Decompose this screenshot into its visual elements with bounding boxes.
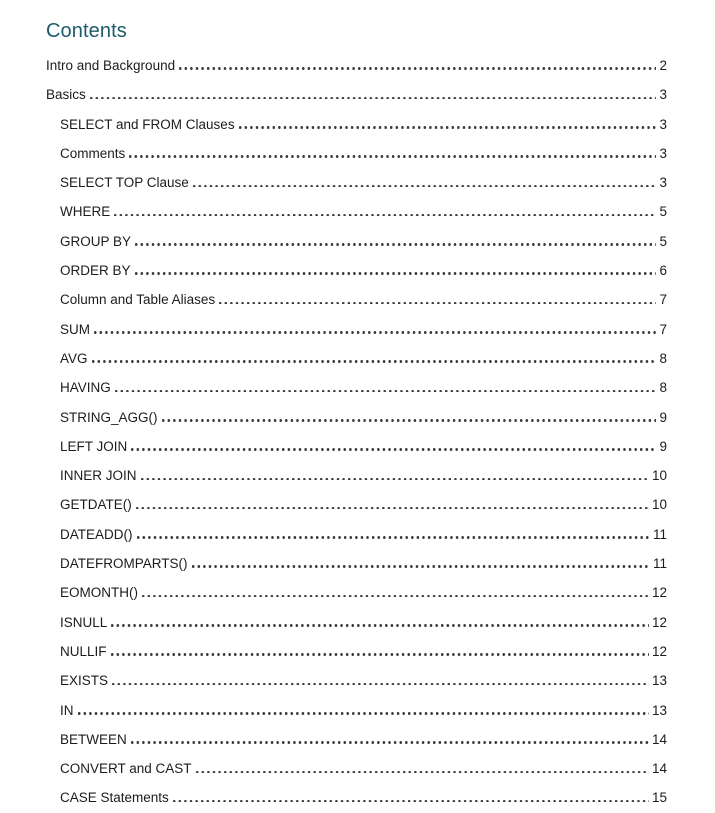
toc-dot-leader xyxy=(115,390,657,393)
toc-entry[interactable] xyxy=(46,432,667,461)
toc-entry-label[interactable]: LEFT JOIN xyxy=(60,438,128,454)
toc-entry-label[interactable]: SELECT TOP Clause xyxy=(60,175,189,191)
toc-dot-leader xyxy=(193,185,657,188)
toc-entry[interactable] xyxy=(46,403,667,432)
toc-entry[interactable] xyxy=(46,578,667,607)
toc-page-number: 14 xyxy=(651,731,667,747)
toc-dot-leader xyxy=(111,653,649,656)
toc-dot-leader xyxy=(142,595,649,598)
toc-dot-leader xyxy=(129,155,656,158)
toc-entry[interactable] xyxy=(46,783,667,812)
toc-dot-leader xyxy=(173,800,649,803)
toc-dot-leader xyxy=(192,565,650,568)
toc-page-number: 3 xyxy=(659,116,667,132)
toc-entry-label[interactable]: CONVERT and CAST xyxy=(60,761,192,777)
toc-dot-leader xyxy=(111,624,649,627)
toc-entry[interactable] xyxy=(46,490,667,519)
toc-entry[interactable] xyxy=(46,549,667,578)
toc-dot-leader xyxy=(92,360,657,363)
contents-heading: Contents xyxy=(46,20,127,42)
toc-entry-label[interactable]: Column and Table Aliases xyxy=(60,292,216,308)
toc-page-number: 5 xyxy=(659,204,667,220)
toc-page-number: 14 xyxy=(651,761,667,777)
toc-entry[interactable] xyxy=(46,461,667,490)
toc-entry[interactable] xyxy=(46,168,667,197)
toc-dot-leader xyxy=(136,507,649,510)
toc-dot-leader xyxy=(90,97,657,100)
toc-entry-label[interactable]: WHERE xyxy=(60,204,111,220)
toc-entry-label[interactable]: SELECT and FROM Clauses xyxy=(60,116,235,132)
toc-entry-label[interactable]: BETWEEN xyxy=(60,731,127,747)
toc-entry[interactable] xyxy=(46,608,667,637)
toc-entry[interactable] xyxy=(46,725,667,754)
toc-page-number: 11 xyxy=(652,526,667,542)
toc-entry[interactable] xyxy=(46,696,667,725)
toc-entry[interactable] xyxy=(46,51,667,80)
toc-entry[interactable] xyxy=(46,80,667,109)
toc-entry[interactable] xyxy=(46,637,667,666)
toc-dot-leader xyxy=(141,478,649,481)
toc-entry-label[interactable]: EOMONTH() xyxy=(60,585,138,601)
toc-page-number: 13 xyxy=(651,673,667,689)
toc-dot-leader xyxy=(131,741,649,744)
toc-page-number: 5 xyxy=(659,233,667,249)
toc-entry[interactable] xyxy=(46,373,667,402)
toc-dot-leader xyxy=(135,243,656,246)
toc-page-number: 6 xyxy=(659,263,667,279)
toc-dot-leader xyxy=(196,771,649,774)
toc-entry[interactable] xyxy=(46,110,667,139)
toc-dot-leader xyxy=(135,272,657,275)
toc-entry[interactable] xyxy=(46,666,667,695)
toc-entry[interactable] xyxy=(46,256,667,285)
toc-page-number: 7 xyxy=(659,292,667,308)
toc-entry-label[interactable]: DATEFROMPARTS() xyxy=(60,556,188,572)
toc-entry-label[interactable]: CASE Statements xyxy=(60,790,169,806)
toc-entry-label[interactable]: Comments xyxy=(60,145,126,161)
toc-page-number: 3 xyxy=(659,145,667,161)
toc-entry[interactable] xyxy=(46,520,667,549)
toc-page-number: 12 xyxy=(651,585,667,601)
toc-entry[interactable] xyxy=(46,197,667,226)
toc-entry-label[interactable]: INNER JOIN xyxy=(60,468,137,484)
toc-entry-label[interactable]: SUM xyxy=(60,321,90,337)
toc-entry[interactable] xyxy=(46,344,667,373)
toc-dot-leader xyxy=(162,419,657,422)
toc-page-number: 2 xyxy=(659,58,667,73)
toc-page-number: 9 xyxy=(659,409,667,425)
toc-page-number: 13 xyxy=(651,702,667,718)
table-of-contents xyxy=(46,51,667,813)
toc-page-number: 8 xyxy=(659,350,667,366)
toc-page-number: 3 xyxy=(659,87,667,103)
toc-entry[interactable] xyxy=(46,139,667,168)
toc-entry[interactable] xyxy=(46,227,667,256)
toc-page-number: 15 xyxy=(651,790,667,806)
toc-page-number: 12 xyxy=(651,614,667,630)
toc-entry-label[interactable]: ORDER BY xyxy=(60,263,131,279)
toc-entry-label[interactable]: STRING_AGG() xyxy=(60,409,158,425)
toc-entry-label[interactable]: Basics xyxy=(46,87,86,103)
toc-page-number: 10 xyxy=(651,497,667,513)
toc-entry[interactable] xyxy=(46,754,667,783)
toc-dot-leader xyxy=(78,712,649,715)
toc-page-number: 9 xyxy=(659,438,667,454)
toc-dot-leader xyxy=(179,67,656,70)
toc-dot-leader xyxy=(114,214,656,217)
toc-entry-label[interactable]: IN xyxy=(60,702,74,718)
toc-page-number: 12 xyxy=(651,643,667,659)
toc-dot-leader xyxy=(239,126,657,129)
toc-dot-leader xyxy=(131,448,656,451)
toc-dot-leader xyxy=(112,683,649,686)
toc-entry-label[interactable]: ISNULL xyxy=(60,614,108,630)
toc-entry-label[interactable]: NULLIF xyxy=(60,643,107,659)
toc-entry-label[interactable]: Intro and Background xyxy=(46,58,176,73)
toc-entry-label[interactable]: GROUP BY xyxy=(60,233,132,249)
toc-page-number: 8 xyxy=(659,380,667,396)
toc-page-number: 10 xyxy=(651,468,667,484)
toc-entry-label[interactable]: HAVING xyxy=(60,380,111,396)
toc-page-number: 7 xyxy=(659,321,667,337)
toc-entry-label[interactable]: DATEADD() xyxy=(60,526,133,542)
toc-page-number: 3 xyxy=(659,175,667,191)
toc-dot-leader xyxy=(137,536,650,539)
toc-entry-label[interactable]: AVG xyxy=(60,350,88,366)
toc-dot-leader xyxy=(94,331,656,334)
toc-dot-leader xyxy=(219,302,656,305)
toc-page-number: 11 xyxy=(652,556,667,572)
toc-entry-label[interactable]: EXISTS xyxy=(60,673,109,689)
toc-entry[interactable] xyxy=(46,315,667,344)
toc-entry[interactable] xyxy=(46,285,667,314)
toc-entry-label[interactable]: GETDATE() xyxy=(60,497,132,513)
